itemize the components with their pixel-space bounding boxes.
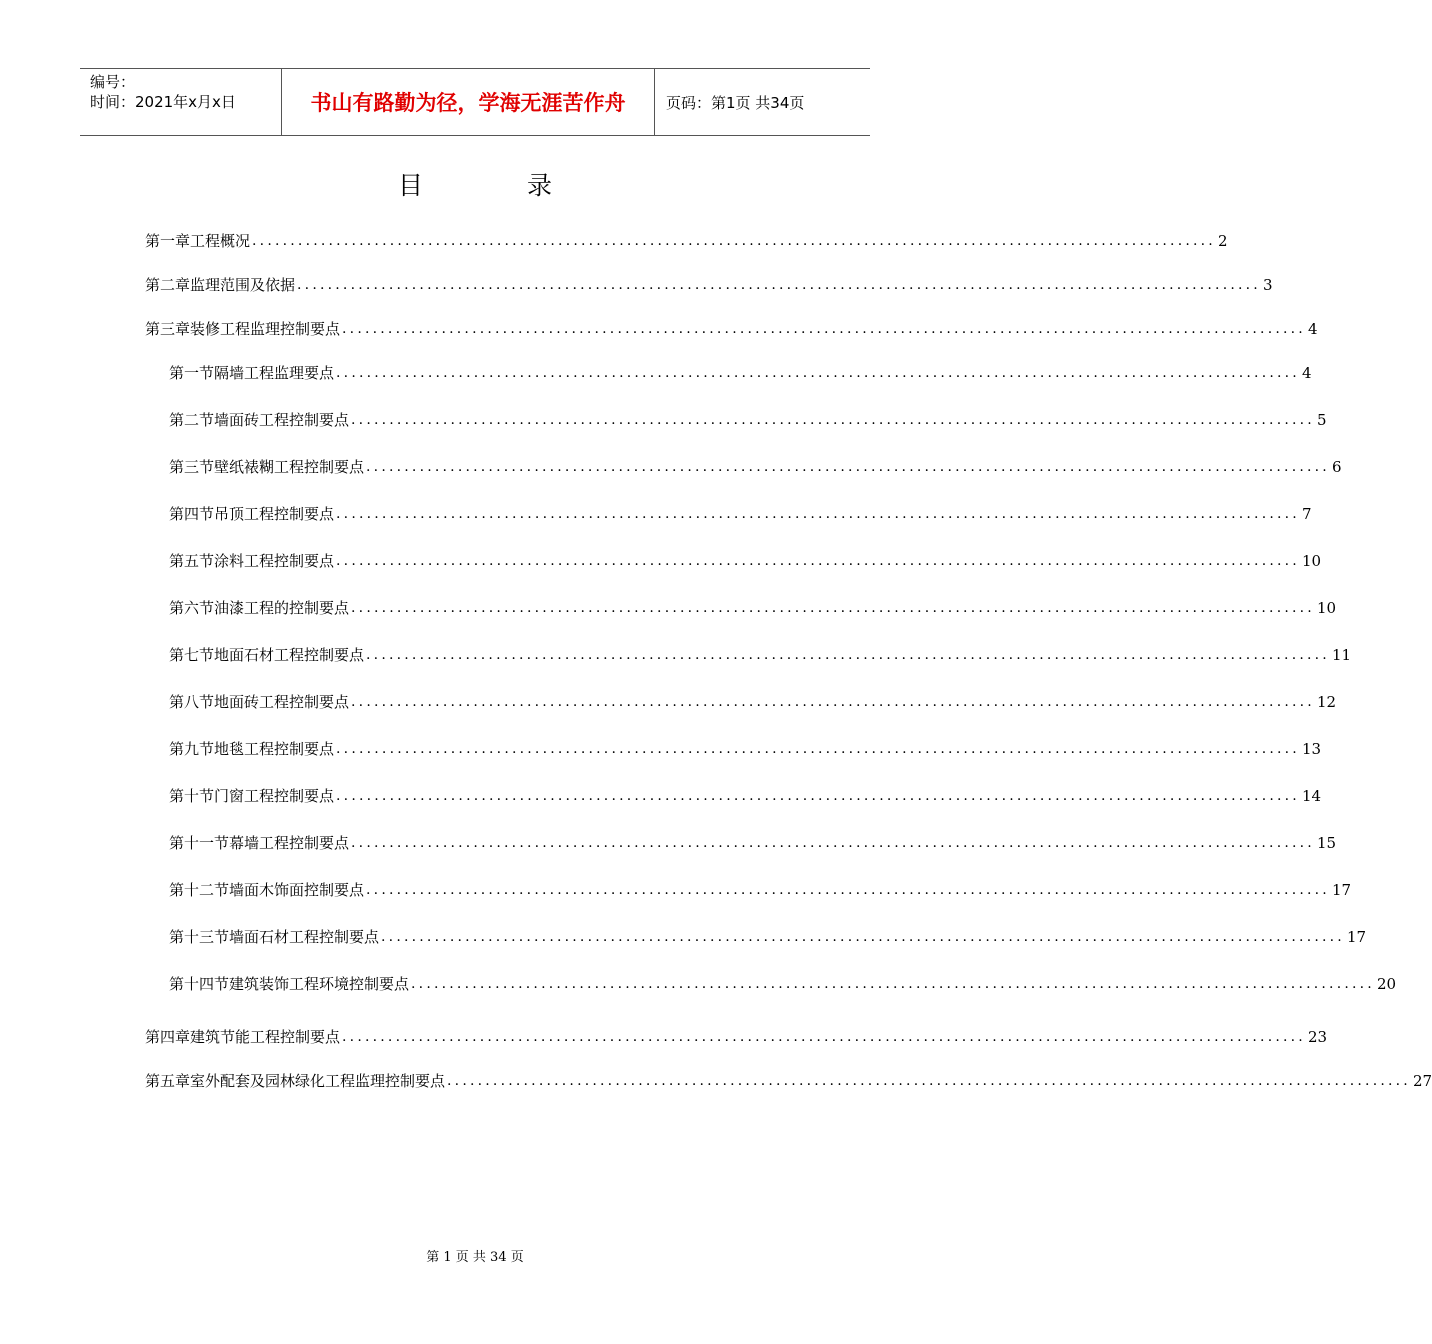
toc-leader: .............................................................................................................................. <box>366 647 1330 663</box>
toc-leader: .............................................................................................................................. <box>366 459 1330 475</box>
header-page-info: 页码：第1页 共34页 <box>666 93 805 112</box>
toc-title: 地面砖工程控制要点 <box>214 693 350 711</box>
toc-number: 第五节 <box>169 552 215 570</box>
toc-number: 第三章 <box>145 320 191 338</box>
toc-leader: .............................................................................................................................. <box>381 929 1345 945</box>
toc-page: 13 <box>1301 740 1322 758</box>
toc-page: 7 <box>1301 505 1312 523</box>
toc-number: 第十一节 <box>169 834 230 852</box>
toc-number: 第九节 <box>169 740 215 758</box>
toc-leader: .............................................................................................................................. <box>342 321 1306 337</box>
toc-number: 第二章 <box>145 276 191 294</box>
toc-page: 17 <box>1346 928 1367 946</box>
toc-entry[interactable] <box>145 1026 1328 1048</box>
toc-number: 第十三节 <box>169 928 230 946</box>
toc-entry[interactable] <box>169 503 1312 525</box>
toc-title: 油漆工程的控制要点 <box>214 599 350 617</box>
toc-page: 2 <box>1217 232 1228 250</box>
toc-entry[interactable] <box>145 318 1318 340</box>
toc-title: 隔墙工程监理要点 <box>214 364 335 382</box>
toc-entry[interactable] <box>169 597 1337 619</box>
toc-number: 第八节 <box>169 693 215 711</box>
toc-page: 11 <box>1331 646 1352 664</box>
toc-title: 墙面砖工程控制要点 <box>214 411 350 429</box>
toc-number: 第二节 <box>169 411 215 429</box>
toc-leader: .............................................................................................................................. <box>447 1073 1411 1089</box>
toc-entry[interactable] <box>145 1070 1432 1092</box>
toc-entry[interactable] <box>169 362 1312 384</box>
toc-number: 第五章 <box>145 1072 191 1090</box>
toc-leader: .............................................................................................................................. <box>351 412 1315 428</box>
toc-leader: .............................................................................................................................. <box>252 233 1216 249</box>
toc-entry[interactable] <box>169 926 1367 948</box>
toc-leader: .............................................................................................................................. <box>336 365 1300 381</box>
toc-page: 12 <box>1316 693 1337 711</box>
toc-title: 墙面木饰面控制要点 <box>229 881 365 899</box>
toc-title: 工程概况 <box>190 232 251 250</box>
toc-entry[interactable] <box>145 230 1228 252</box>
toc-page: 20 <box>1376 975 1397 993</box>
toc-leader: .............................................................................................................................. <box>336 788 1300 804</box>
toc-entry[interactable] <box>169 785 1322 807</box>
toc-entry[interactable] <box>169 691 1337 713</box>
toc-title: 建筑装饰工程环境控制要点 <box>229 975 410 993</box>
toc-number: 第七节 <box>169 646 215 664</box>
toc-title: 装修工程监理控制要点 <box>190 320 341 338</box>
toc-entry[interactable] <box>169 879 1352 901</box>
toc-leader: .............................................................................................................................. <box>351 694 1315 710</box>
toc-title: 吊顶工程控制要点 <box>214 505 335 523</box>
toc-title: 监理范围及依据 <box>190 276 296 294</box>
toc-title: 室外配套及园林绿化工程监理控制要点 <box>190 1072 446 1090</box>
toc-entry[interactable] <box>169 644 1352 666</box>
toc-title: 壁纸裱糊工程控制要点 <box>214 458 365 476</box>
toc-page: 10 <box>1301 552 1322 570</box>
toc-number: 第三节 <box>169 458 215 476</box>
toc-page: 4 <box>1301 364 1312 382</box>
toc-page: 3 <box>1262 276 1273 294</box>
toc-entry[interactable] <box>145 274 1273 296</box>
number-label: 编号： <box>90 73 136 91</box>
toc-leader: .............................................................................................................................. <box>342 1029 1306 1045</box>
toc-title: 幕墙工程控制要点 <box>229 834 350 852</box>
toc-title: 涂料工程控制要点 <box>214 552 335 570</box>
toc-page: 10 <box>1316 599 1337 617</box>
toc-number: 第一章 <box>145 232 191 250</box>
toc-title: 地面石材工程控制要点 <box>214 646 365 664</box>
title-right-char: 录 <box>527 171 553 200</box>
page-footer: 第 1 页 共 34 页 <box>426 1250 524 1265</box>
toc-entry[interactable] <box>169 456 1342 478</box>
title-left-char: 目 <box>397 171 423 200</box>
toc-number: 第十节 <box>169 787 215 805</box>
toc-entry[interactable] <box>169 832 1337 854</box>
toc-title: 建筑节能工程控制要点 <box>190 1028 341 1046</box>
toc-entry[interactable] <box>169 550 1322 572</box>
toc-leader: .............................................................................................................................. <box>366 882 1330 898</box>
toc-leader: .............................................................................................................................. <box>351 835 1315 851</box>
toc-title: 墙面石材工程控制要点 <box>229 928 380 946</box>
toc-number: 第四节 <box>169 505 215 523</box>
page-title <box>0 168 950 204</box>
toc-number: 第四章 <box>145 1028 191 1046</box>
toc-title: 门窗工程控制要点 <box>214 787 335 805</box>
toc-leader: .............................................................................................................................. <box>336 741 1300 757</box>
toc-page: 17 <box>1331 881 1352 899</box>
toc-leader: .............................................................................................................................. <box>351 600 1315 616</box>
toc-leader: .............................................................................................................................. <box>336 506 1300 522</box>
toc-number: 第六节 <box>169 599 215 617</box>
toc-number: 第一节 <box>169 364 215 382</box>
toc-title: 地毯工程控制要点 <box>214 740 335 758</box>
toc-page: 23 <box>1307 1028 1328 1046</box>
toc-number: 第十二节 <box>169 881 230 899</box>
toc-page: 15 <box>1316 834 1337 852</box>
toc-leader: .............................................................................................................................. <box>411 976 1375 992</box>
header-motto: 书山有路勤为径，学海无涯苦作舟 <box>282 69 655 135</box>
page-header <box>80 68 870 136</box>
toc-page: 14 <box>1301 787 1322 805</box>
toc-page: 6 <box>1331 458 1342 476</box>
time-label: 时间：2021年x月x日 <box>90 93 236 111</box>
toc-leader: .............................................................................................................................. <box>297 277 1261 293</box>
header-meta <box>80 69 282 135</box>
toc-page: 4 <box>1307 320 1318 338</box>
toc-entry[interactable] <box>169 973 1397 995</box>
toc-entry[interactable] <box>169 409 1327 431</box>
toc-page: 5 <box>1316 411 1327 429</box>
toc-number: 第十四节 <box>169 975 230 993</box>
toc-page: 27 <box>1412 1072 1432 1090</box>
toc-leader: .............................................................................................................................. <box>336 553 1300 569</box>
toc-entry[interactable] <box>169 738 1322 760</box>
